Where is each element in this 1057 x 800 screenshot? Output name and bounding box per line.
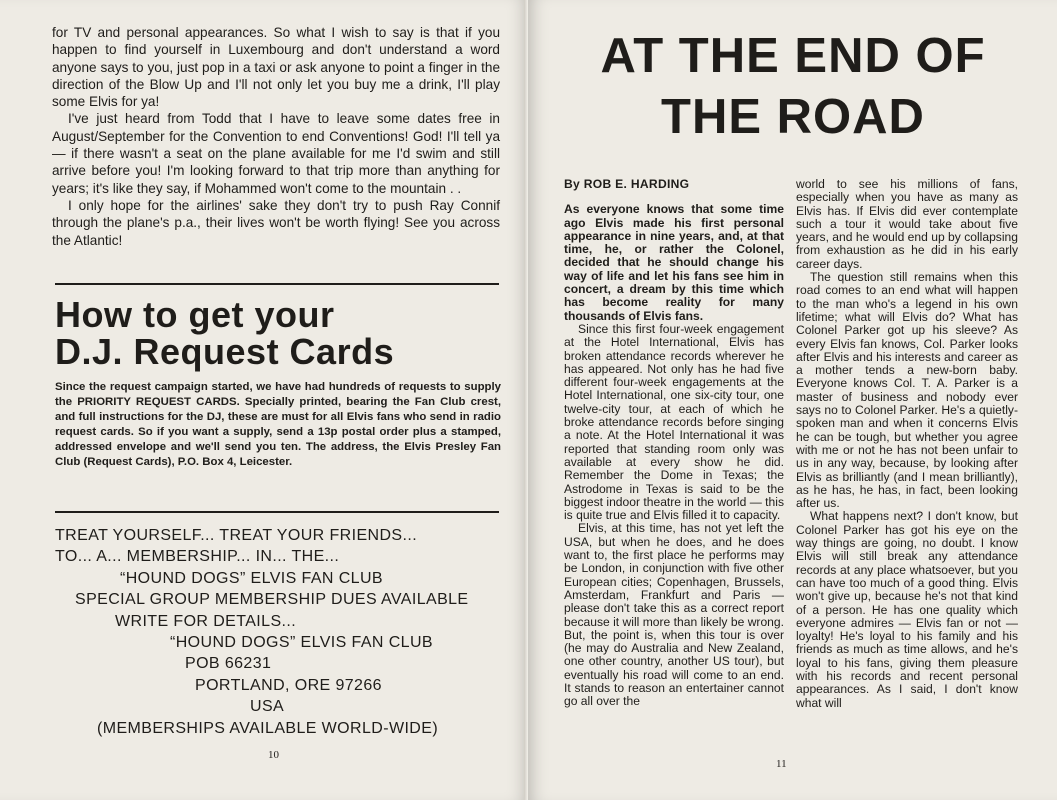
- article-column-1: [564, 178, 784, 709]
- page-number: 11: [776, 758, 787, 770]
- advert-line: POB 66231: [185, 655, 272, 673]
- body-paragraph: Elvis, at this time, has not yet left the USA, but when he does, and he does want to, the first place he performs may be London, in conjunction with five other European cities; Copenhagen, Brussels, Amsterdam, Frankfurt and Paris — please don't take this as a correct report because it will more than likely be wrong. But, the point is, when this tour is over (he may do Australia and New Zealand, one other country, another US tour), but eventually his road will come to an end. It stands to reason an entertainer cannot go all over the: [564, 521, 784, 709]
- section-divider: [55, 511, 499, 513]
- page-number: 10: [268, 749, 279, 761]
- advert-line: “HOUND DOGS” ELVIS FAN CLUB: [120, 569, 383, 587]
- lede-paragraph: As everyone knows that some time ago Elvis made his first personal appearance in nine years, and, at that time, he, or rather the Colonel, decided that he should change his way of life and let his fans see him in concert, a dream by this time which has become reality for many thousands of Elvis fans.: [564, 202, 784, 323]
- advert-line: WRITE FOR DETAILS...: [115, 612, 297, 630]
- title-line-1: AT THE END OF: [600, 29, 986, 83]
- advert-line: (MEMBERSHIPS AVAILABLE WORLD-WIDE): [97, 719, 439, 737]
- headline-line-2: D.J. Request Cards: [55, 331, 395, 372]
- headline-line-1: How to get your: [55, 294, 335, 335]
- article-title: [558, 26, 1028, 148]
- advert-line: SPECIAL GROUP MEMBERSHIP DUES AVAILABLE: [75, 591, 469, 609]
- right-page: [528, 0, 1057, 800]
- intro-paragraph: I've just heard from Todd that I have to leave some dates free in August/September for the Convention to end Conventions! God! I'll tell ya — if there wasn't a seat on the plane available for me I'd swim and still arrive before you! I'm looking forward to that trip more than anything for years; it's like they say, if Mohammed won't come to the mountain . .: [52, 111, 500, 196]
- body-paragraph: The question still remains when this road comes to an end what will happen to the man who's a legend in his own lifetime; what will Elvis do? What has Colonel Parker got up his sleeve? As every Elvis fan knows, Col. Parker looks after Elvis and his interests and career as a mother tends a new-born baby. Everyone knows Col. T. A. Parker is a master of business and nobody ever says no to Colonel Parker. He's a quietly-spoken man and when it concerns Elvis he can be tough, but whether you agree with me or not he has not been unfair to us in any way, because, by looking after Elvis as brilliantly (and I mean brilliantly), as he has, he has, in fact, been looking after us.: [796, 270, 1018, 511]
- advert-line: PORTLAND, ORE 97266: [195, 676, 382, 694]
- advert-line: “HOUND DOGS” ELVIS FAN CLUB: [170, 634, 433, 652]
- request-cards-body: Since the request campaign started, we have had hundreds of requests to supply the PRIORITY REQUEST CARDS. Specially printed, bearing the Fan Club crest, and full instructions for the DJ, these are must for all Elvis fans who send in radio request cards. So if you want a supply, send a 13p postal order plus a stamped, addressed envelope and we'll send you ten. The address, the Elvis Presley Fan Club (Request Cards), P.O. Box 4, Leicester.: [55, 381, 501, 469]
- intro-paragraph: I only hope for the airlines' sake they don't try to push Ray Connif through the plane's p.a., their lives won't be worth flying! See you across the Atlantic!: [52, 197, 500, 248]
- intro-text: [52, 24, 500, 249]
- advert-line: TO... A... MEMBERSHIP... IN... THE...: [55, 548, 340, 566]
- title-line-2: THE ROAD: [661, 90, 925, 144]
- fan-club-advert: [55, 525, 501, 739]
- left-page: [0, 0, 528, 800]
- byline: By ROB E. HARDING: [564, 177, 690, 191]
- article-column-2: [796, 178, 1018, 710]
- body-paragraph: What happens next? I don't know, but Colonel Parker has got his eye on the way things are going, no doubt. I know Elvis will still break any attendance records at any place whatsoever, but you can have too much of a good thing. Elvis won't give up, because he's not that kind of a person. He has one quality which everyone admires — Elvis fan or not — loyalty! He's loyal to his family and his friends as much as time allows, and he's loyal to his fans, giving them pleasure with his records and recent personal appearances. As I said, I don't know what will: [796, 509, 1018, 710]
- body-paragraph: Since this first four-week engagement at the Hotel International, Elvis has broken attendance records wherever he has appeared. Not only has he had five different four-week engagements at the Hotel International, one six-city tour, one twelve-city tour, at each of which he broke attendance records before singing a note. At the Hotel International it was reported that standing room only was available at every show he did. Remember the Dome in Texas; the Astrodome in Texas is said to be the biggest indoor theatre in the world — this is quite true and Elvis filled it to capacity.: [564, 321, 784, 523]
- section-divider: [55, 283, 499, 285]
- request-cards-headline: [55, 296, 505, 370]
- intro-paragraph: for TV and personal appearances. So what I wish to say is that if you happen to find yourself in Luxembourg and don't understand a word anyone says to you, just pop in a taxi or ask anyone to point a finger in the direction of the Blow Up and I'll not only let you buy me a drink, I'll play some Elvis for ya!: [52, 25, 500, 110]
- advert-line: TREAT YOURSELF... TREAT YOUR FRIENDS...: [55, 527, 418, 544]
- advert-line: USA: [250, 698, 285, 716]
- body-paragraph: world to see his millions of fans, especially when you have as many as Elvis has. If Elvis did ever contemplate such a tour it would take about five years, and he would end up by collapsing from exhaustion as he did in his early career days.: [796, 177, 1018, 271]
